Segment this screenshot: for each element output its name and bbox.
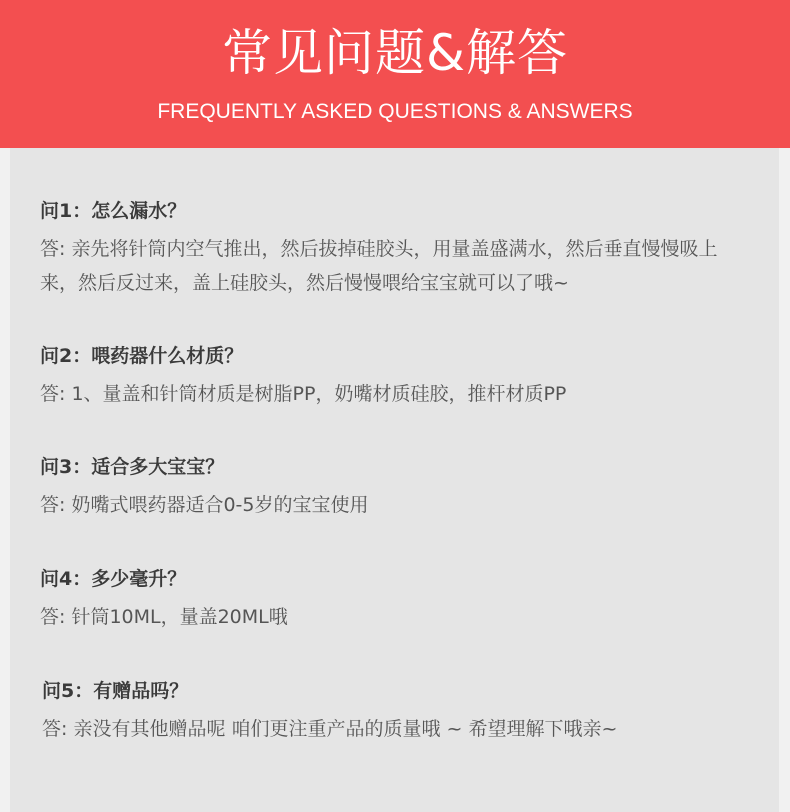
faq-item-5 [42, 678, 757, 746]
faq-panel [10, 148, 779, 812]
page-title: 常见问题&解答 [222, 24, 568, 82]
faq-question: 问2：喂药器什么材质？ [40, 345, 244, 367]
faq-item-2 [40, 343, 755, 411]
faq-question: 问3：适合多大宝宝？ [40, 456, 225, 478]
faq-item-1 [40, 198, 755, 300]
page-subtitle: FREQUENTLY ASKED QUESTIONS & ANSWERS [157, 100, 633, 123]
faq-answer: 答: 亲先将针筒内空气推出，然后拔掉硅胶头，用量盖盛满水，然后垂直慢慢吸上来，然后反过来，盖上硅胶头，然后慢慢喂给宝宝就可以了哦~ [40, 238, 718, 294]
faq-header [0, 0, 790, 148]
faq-answer: 答: 亲没有其他赠品呢 咱们更注重产品的质量哦 ~ 希望理解下哦亲~ [42, 718, 618, 740]
faq-question: 问4：多少毫升？ [40, 568, 187, 590]
faq-answer: 答: 奶嘴式喂药器适合0-5岁的宝宝使用 [40, 494, 369, 516]
faq-question: 问1：怎么漏水？ [40, 200, 187, 222]
faq-answer: 答: 1、量盖和针筒材质是树脂PP，奶嘴材质硅胶，推杆材质PP [40, 383, 567, 405]
faq-item-3 [40, 454, 755, 522]
faq-question: 问5：有赠品吗？ [42, 680, 189, 702]
faq-answer: 答: 针筒10ML，量盖20ML哦 [40, 606, 288, 628]
faq-item-4 [40, 566, 755, 634]
